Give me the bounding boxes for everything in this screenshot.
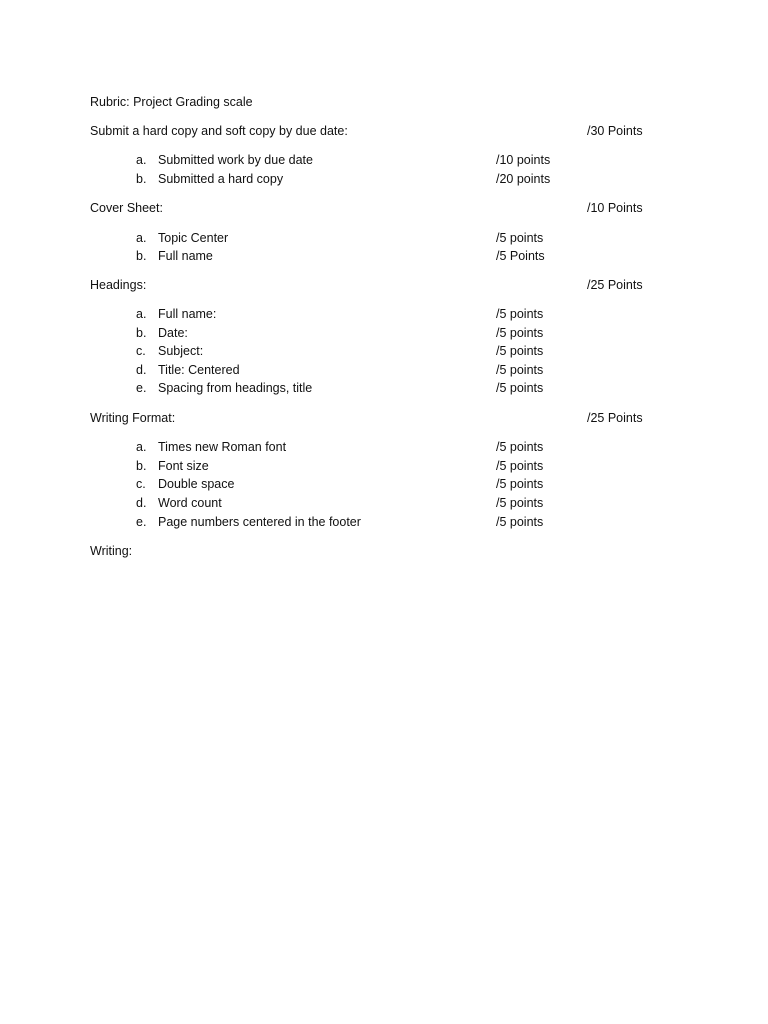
item-letter: a. xyxy=(136,307,147,321)
item-letter: a. xyxy=(136,231,147,245)
item-points: /5 Points xyxy=(496,249,545,263)
item-letter: c. xyxy=(136,477,146,491)
item-text: Subject: xyxy=(158,344,204,358)
item-points: /5 points xyxy=(496,477,544,491)
item-points: /5 points xyxy=(496,459,544,473)
section-label: Writing Format: xyxy=(90,411,176,425)
item-points: /5 points xyxy=(496,381,544,395)
section-label: Headings: xyxy=(90,278,147,292)
item-points: /5 points xyxy=(496,515,544,529)
section-points: /30 Points xyxy=(587,124,643,138)
item-letter: b. xyxy=(136,249,147,263)
item-points: /5 points xyxy=(496,440,544,454)
section-label: Cover Sheet: xyxy=(90,201,163,215)
item-text: Date: xyxy=(158,326,188,340)
item-points: /20 points xyxy=(496,172,551,186)
item-text: Full name xyxy=(158,249,213,263)
item-text: Times new Roman font xyxy=(158,440,287,454)
item-letter: b. xyxy=(136,172,147,186)
page-title: Rubric: Project Grading scale xyxy=(90,95,253,109)
section-points: /25 Points xyxy=(587,411,643,425)
item-letter: b. xyxy=(136,459,147,473)
item-text: Font size xyxy=(158,459,209,473)
section-label: Submit a hard copy and soft copy by due date: xyxy=(90,124,348,138)
item-letter: c. xyxy=(136,344,146,358)
item-letter: d. xyxy=(136,363,147,377)
item-text: Full name: xyxy=(158,307,217,321)
item-points: /5 points xyxy=(496,496,544,510)
item-text: Word count xyxy=(158,496,222,510)
section-points: /25 Points xyxy=(587,278,643,292)
item-letter: a. xyxy=(136,153,147,167)
item-letter: e. xyxy=(136,515,147,529)
section-label: Writing: xyxy=(90,544,133,558)
section-points: /10 Points xyxy=(587,201,643,215)
item-text: Submitted work by due date xyxy=(158,153,313,167)
item-text: Double space xyxy=(158,477,235,491)
item-letter: e. xyxy=(136,381,147,395)
item-text: Page numbers centered in the footer xyxy=(158,515,361,529)
item-letter: d. xyxy=(136,496,147,510)
item-text: Topic Center xyxy=(158,231,229,245)
item-text: Spacing from headings, title xyxy=(158,381,313,395)
item-points: /5 points xyxy=(496,363,544,377)
item-points: /5 points xyxy=(496,326,544,340)
item-letter: a. xyxy=(136,440,147,454)
item-points: /10 points xyxy=(496,153,551,167)
item-points: /5 points xyxy=(496,307,544,321)
item-text: Title: Centered xyxy=(158,363,240,377)
item-letter: b. xyxy=(136,326,147,340)
item-text: Submitted a hard copy xyxy=(158,172,284,186)
item-points: /5 points xyxy=(496,344,544,358)
item-points: /5 points xyxy=(496,231,544,245)
